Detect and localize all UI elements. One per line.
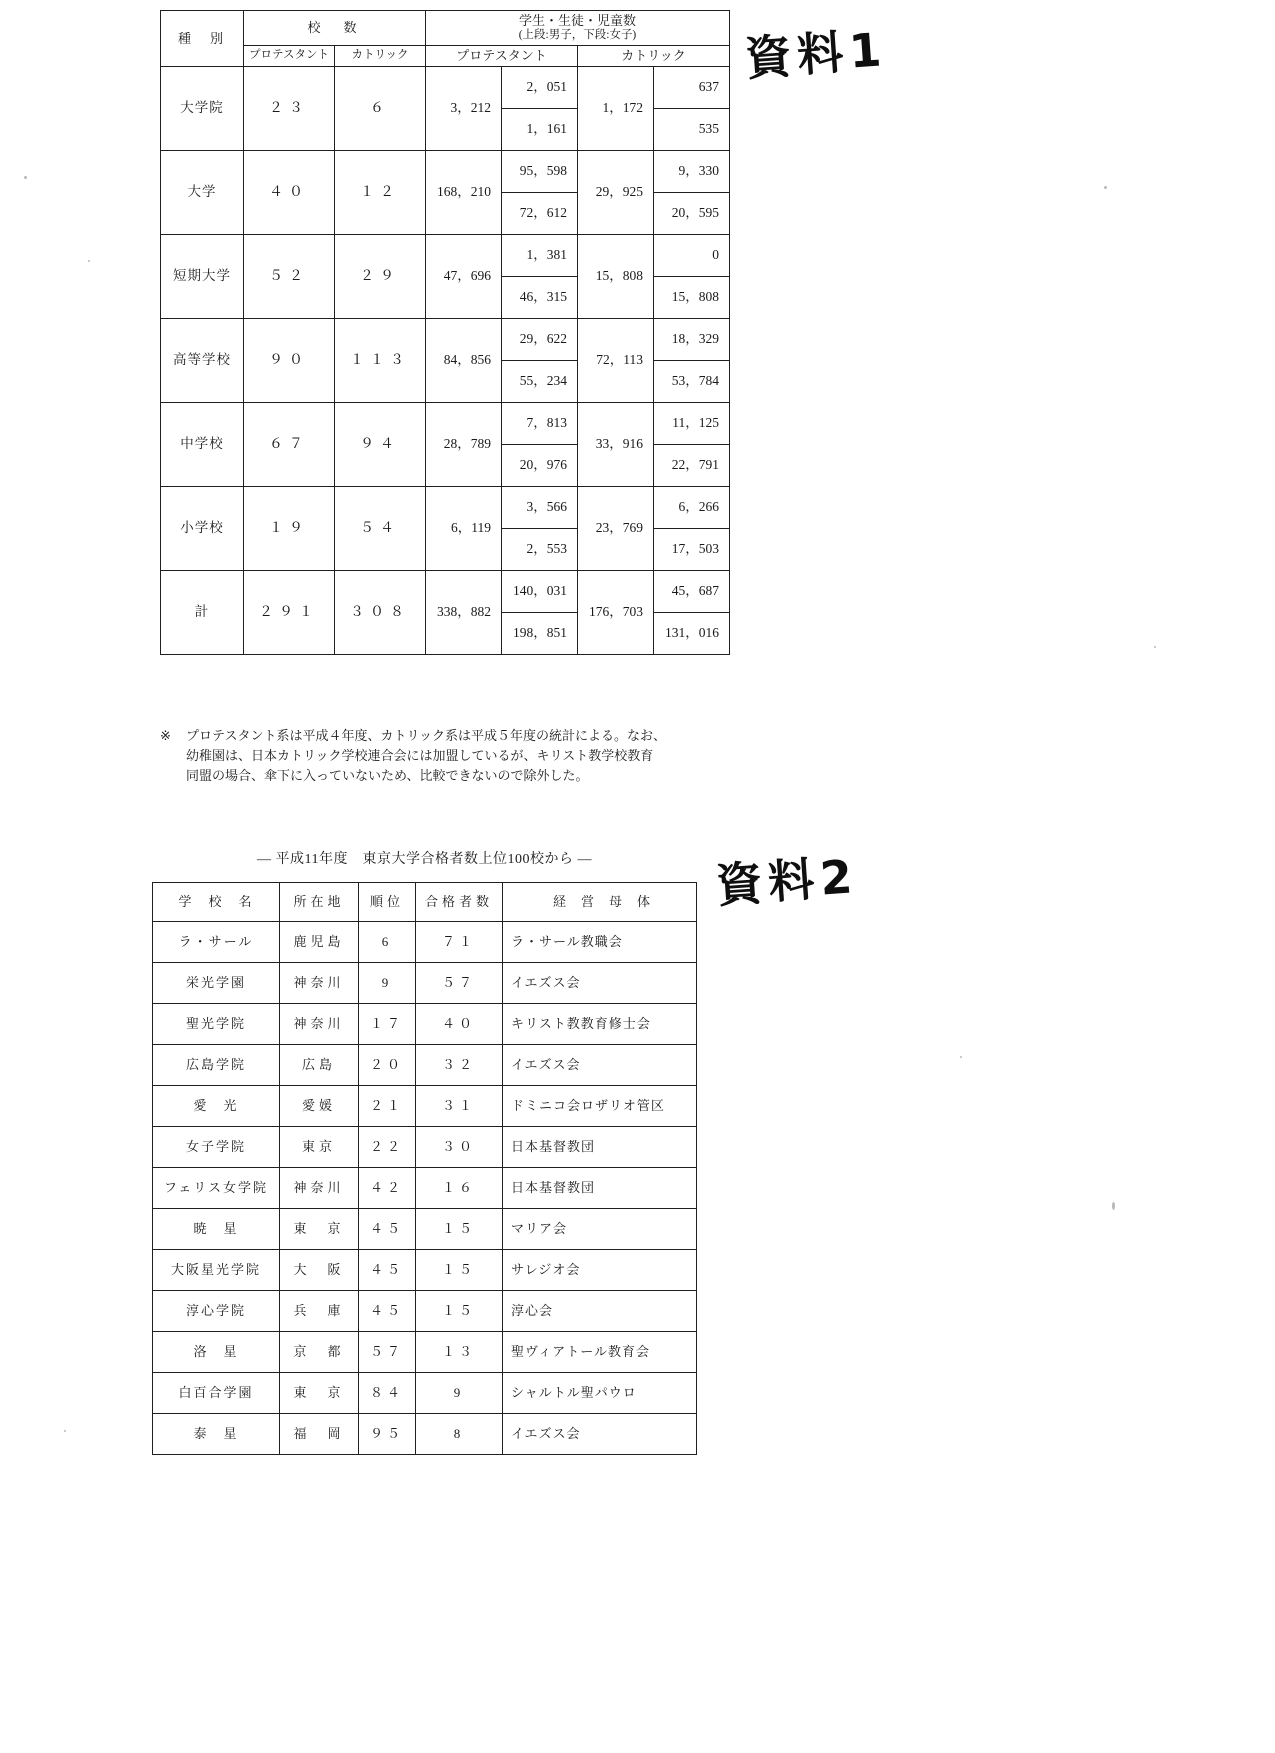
- cell-catholic-male: 11，125: [654, 403, 730, 445]
- header-location: 所在地: [280, 883, 359, 922]
- cell-organization: ドミニコ会ロザリオ管区: [503, 1086, 697, 1127]
- table2-caption: — 平成11年度 東京大学合格者数上位100校から —: [257, 852, 592, 867]
- cell-location: 神奈川: [280, 1004, 359, 1045]
- cell-protestant-schools: ５２: [244, 235, 335, 319]
- header-student-count-sub: (上段:男子，下段:女子): [518, 29, 637, 42]
- cell-protestant-total: 47，696: [426, 235, 502, 319]
- cell-organization: シャルトル聖パウロ: [503, 1373, 697, 1414]
- cell-passers: ５７: [416, 963, 503, 1004]
- footnote-marker: ※: [160, 728, 171, 743]
- cell-organization: ラ・サール教職会: [503, 922, 697, 963]
- cell-location: 愛媛: [280, 1086, 359, 1127]
- cell-rank: １７: [359, 1004, 416, 1045]
- scan-speckle: [960, 1056, 962, 1058]
- cell-catholic-male: 18，329: [654, 319, 730, 361]
- cell-school-name: 栄光学園: [153, 963, 280, 1004]
- cell-location: 大 阪: [280, 1250, 359, 1291]
- cell-protestant-total: 3，212: [426, 67, 502, 151]
- cell-location: 東京: [280, 1127, 359, 1168]
- row-kind: 短期大学: [161, 235, 244, 319]
- row-kind: 高等学校: [161, 319, 244, 403]
- cell-catholic-female: 131，016: [654, 613, 730, 655]
- cell-catholic-total: 15，808: [578, 235, 654, 319]
- table-row: [153, 1004, 697, 1045]
- cell-school-name: 聖光学院: [153, 1004, 280, 1045]
- cell-catholic-schools: ２９: [335, 235, 426, 319]
- cell-school-name: フェリス女学院: [153, 1168, 280, 1209]
- table2-header-row: [153, 883, 697, 922]
- cell-protestant-male: 2，051: [502, 67, 578, 109]
- cell-catholic-total: 23，769: [578, 487, 654, 571]
- cell-protestant-total: 28，789: [426, 403, 502, 487]
- handwritten-label-shiryo-1: 資料1: [743, 22, 889, 86]
- cell-passers: ３１: [416, 1086, 503, 1127]
- todai-pass-table: [152, 882, 697, 1455]
- table-row: [161, 319, 730, 361]
- cell-protestant-total: 6，119: [426, 487, 502, 571]
- table-row: [161, 487, 730, 529]
- cell-protestant-female: 198，851: [502, 613, 578, 655]
- cell-location: 鹿児島: [280, 922, 359, 963]
- cell-passers: １５: [416, 1291, 503, 1332]
- scan-speckle: [1104, 186, 1107, 189]
- cell-passers: ４０: [416, 1004, 503, 1045]
- cell-protestant-female: 46，315: [502, 277, 578, 319]
- cell-school-name: 愛 光: [153, 1086, 280, 1127]
- table-row: [161, 403, 730, 445]
- table-row: [153, 1209, 697, 1250]
- header-passers: 合格者数: [416, 883, 503, 922]
- cell-catholic-female: 17，503: [654, 529, 730, 571]
- cell-organization: イエズス会: [503, 1414, 697, 1455]
- cell-catholic-total: 72，113: [578, 319, 654, 403]
- cell-organization: マリア会: [503, 1209, 697, 1250]
- cell-protestant-male: 7，813: [502, 403, 578, 445]
- cell-rank: ２０: [359, 1045, 416, 1086]
- table-row: [153, 922, 697, 963]
- header-organization: 経 営 母 体: [503, 883, 697, 922]
- header-kind: 種 別: [161, 11, 244, 67]
- cell-school-name: 暁 星: [153, 1209, 280, 1250]
- cell-protestant-male: 3，566: [502, 487, 578, 529]
- cell-catholic-total: 176，703: [578, 571, 654, 655]
- cell-organization: サレジオ会: [503, 1250, 697, 1291]
- cell-protestant-female: 20，976: [502, 445, 578, 487]
- cell-school-name: 泰 星: [153, 1414, 280, 1455]
- cell-passers: １３: [416, 1332, 503, 1373]
- cell-protestant-schools: ２３: [244, 67, 335, 151]
- cell-location: 東 京: [280, 1373, 359, 1414]
- cell-school-name: 洛 星: [153, 1332, 280, 1373]
- cell-protestant-schools: ９０: [244, 319, 335, 403]
- cell-location: 福 岡: [280, 1414, 359, 1455]
- cell-rank: ４５: [359, 1250, 416, 1291]
- header-protestant-students: プロテスタント: [426, 46, 578, 67]
- table-row: [153, 1373, 697, 1414]
- cell-rank: ２１: [359, 1086, 416, 1127]
- cell-protestant-schools: ２９１: [244, 571, 335, 655]
- cell-protestant-female: 2，553: [502, 529, 578, 571]
- cell-school-name: 広島学院: [153, 1045, 280, 1086]
- cell-protestant-female: 72，612: [502, 193, 578, 235]
- cell-school-name: ラ・サール: [153, 922, 280, 963]
- header-student-count: [426, 11, 730, 46]
- cell-organization: キリスト教教育修士会: [503, 1004, 697, 1045]
- cell-organization: イエズス会: [503, 1045, 697, 1086]
- todai-pass-table-section: [152, 848, 697, 1455]
- handwritten-label-shiryo-2: 資料2: [714, 849, 860, 913]
- cell-catholic-male: 9，330: [654, 151, 730, 193]
- table1-footnote: [160, 726, 780, 786]
- row-kind: 小学校: [161, 487, 244, 571]
- cell-school-name: 大阪星光学院: [153, 1250, 280, 1291]
- cell-school-name: 白百合学園: [153, 1373, 280, 1414]
- cell-location: 兵 庫: [280, 1291, 359, 1332]
- footnote-line: 同盟の場合、傘下に入っていないため、比較できないので除外した。: [186, 768, 589, 784]
- cell-catholic-total: 29，925: [578, 151, 654, 235]
- cell-rank: ４５: [359, 1291, 416, 1332]
- scan-speckle: [1154, 646, 1156, 648]
- table-row: [161, 67, 730, 109]
- header-school-name: 学 校 名: [153, 883, 280, 922]
- cell-passers: 8: [416, 1414, 503, 1455]
- table-row: [161, 235, 730, 277]
- cell-protestant-male: 1，381: [502, 235, 578, 277]
- table-row: [161, 151, 730, 193]
- footnote-line: 幼稚園は、日本カトリック学校連合会には加盟しているが、キリスト教学校教育: [186, 748, 654, 764]
- cell-passers: １５: [416, 1209, 503, 1250]
- cell-location: 京 都: [280, 1332, 359, 1373]
- header-protestant-schools: プロテスタント: [244, 46, 335, 67]
- cell-protestant-schools: ６７: [244, 403, 335, 487]
- cell-organization: イエズス会: [503, 963, 697, 1004]
- table-row: [153, 1045, 697, 1086]
- cell-catholic-schools: ５４: [335, 487, 426, 571]
- cell-protestant-male: 95，598: [502, 151, 578, 193]
- footnote-line: プロテスタント系は平成４年度、カトリック系は平成５年度の統計による。なお、: [186, 728, 666, 743]
- header-student-count-main: 学生・生徒・児童数: [518, 13, 636, 28]
- cell-catholic-female: 22，791: [654, 445, 730, 487]
- cell-passers: ７１: [416, 922, 503, 963]
- cell-rank: ４５: [359, 1209, 416, 1250]
- row-kind: 中学校: [161, 403, 244, 487]
- header-catholic-schools: カトリック: [335, 46, 426, 67]
- cell-passers: ３０: [416, 1127, 503, 1168]
- cell-protestant-male: 29，622: [502, 319, 578, 361]
- cell-rank: ４２: [359, 1168, 416, 1209]
- row-kind: 大学: [161, 151, 244, 235]
- cell-catholic-schools: １２: [335, 151, 426, 235]
- cell-catholic-schools: １１３: [335, 319, 426, 403]
- cell-catholic-male: 6，266: [654, 487, 730, 529]
- cell-organization: 日本基督教団: [503, 1127, 697, 1168]
- cell-catholic-male: 45，687: [654, 571, 730, 613]
- cell-rank: ９５: [359, 1414, 416, 1455]
- christian-schools-statistics-table: [160, 10, 730, 655]
- cell-location: 東 京: [280, 1209, 359, 1250]
- cell-location: 神奈川: [280, 963, 359, 1004]
- cell-protestant-total: 168，210: [426, 151, 502, 235]
- cell-rank: 9: [359, 963, 416, 1004]
- cell-location: 広島: [280, 1045, 359, 1086]
- cell-organization: 淳心会: [503, 1291, 697, 1332]
- cell-protestant-schools: １９: [244, 487, 335, 571]
- scan-speckle: [24, 176, 27, 179]
- cell-catholic-male: 0: [654, 235, 730, 277]
- cell-catholic-female: 535: [654, 109, 730, 151]
- cell-catholic-schools: ３０８: [335, 571, 426, 655]
- cell-catholic-male: 637: [654, 67, 730, 109]
- header-rank: 順位: [359, 883, 416, 922]
- table-header-row-top: [161, 11, 730, 46]
- cell-protestant-total: 338，882: [426, 571, 502, 655]
- table-row: [153, 1291, 697, 1332]
- cell-passers: １６: [416, 1168, 503, 1209]
- table-row-total: [161, 571, 730, 613]
- cell-rank: 6: [359, 922, 416, 963]
- cell-catholic-schools: ９４: [335, 403, 426, 487]
- cell-passers: 9: [416, 1373, 503, 1414]
- statistics-table-section: [160, 10, 730, 655]
- cell-school-name: 淳心学院: [153, 1291, 280, 1332]
- table-row: [153, 1332, 697, 1373]
- cell-rank: ２２: [359, 1127, 416, 1168]
- row-kind: 大学院: [161, 67, 244, 151]
- table-header-row-bottom: [161, 46, 730, 67]
- cell-protestant-male: 140，031: [502, 571, 578, 613]
- cell-protestant-total: 84，856: [426, 319, 502, 403]
- table-row: [153, 1168, 697, 1209]
- cell-passers: ３２: [416, 1045, 503, 1086]
- cell-protestant-schools: ４０: [244, 151, 335, 235]
- row-kind: 計: [161, 571, 244, 655]
- cell-catholic-total: 33，916: [578, 403, 654, 487]
- table-row: [153, 1414, 697, 1455]
- header-catholic-students: カトリック: [578, 46, 730, 67]
- scan-speckle: [64, 1430, 66, 1432]
- cell-rank: ８４: [359, 1373, 416, 1414]
- cell-catholic-female: 53，784: [654, 361, 730, 403]
- cell-location: 神奈川: [280, 1168, 359, 1209]
- cell-catholic-schools: ６: [335, 67, 426, 151]
- cell-protestant-female: 55，234: [502, 361, 578, 403]
- header-school-count: 校 数: [244, 11, 426, 46]
- scan-speckle: [1112, 1202, 1115, 1210]
- cell-protestant-female: 1，161: [502, 109, 578, 151]
- table-row: [153, 1127, 697, 1168]
- table-row: [153, 1250, 697, 1291]
- scan-speckle: [88, 260, 90, 262]
- cell-passers: １５: [416, 1250, 503, 1291]
- cell-catholic-total: 1，172: [578, 67, 654, 151]
- cell-catholic-female: 15，808: [654, 277, 730, 319]
- cell-rank: ５７: [359, 1332, 416, 1373]
- cell-organization: 聖ヴィアトール教育会: [503, 1332, 697, 1373]
- table-row: [153, 1086, 697, 1127]
- cell-organization: 日本基督教団: [503, 1168, 697, 1209]
- table-row: [153, 963, 697, 1004]
- cell-catholic-female: 20，595: [654, 193, 730, 235]
- cell-school-name: 女子学院: [153, 1127, 280, 1168]
